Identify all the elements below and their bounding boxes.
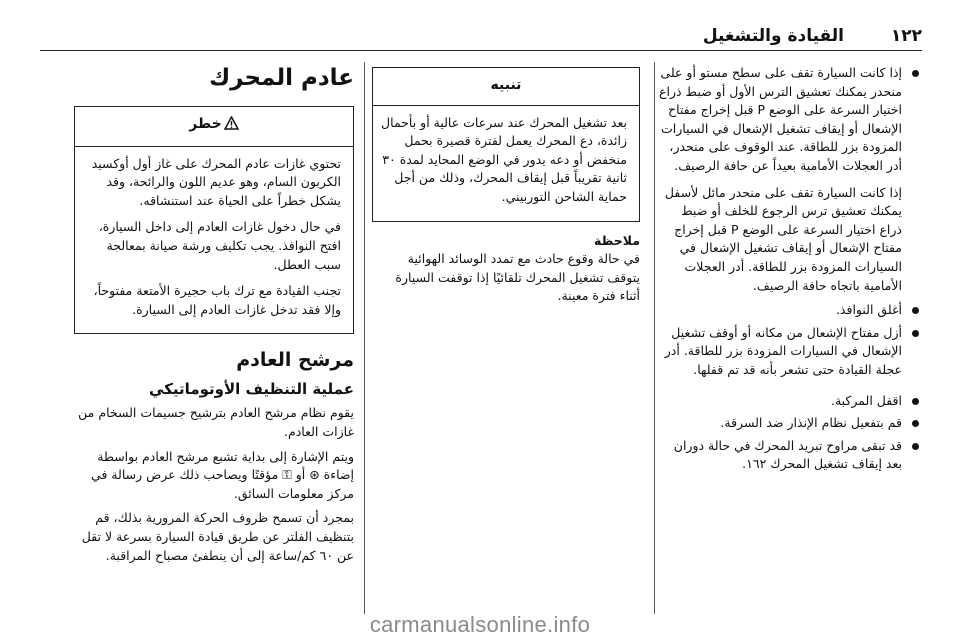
danger-box (74, 106, 354, 334)
list-item-text: أغلق النوافذ. (835, 302, 902, 318)
right-column (656, 64, 922, 478)
note-title: ملاحظة (594, 232, 640, 248)
body-paragraph: ويتم الإشارة إلى بداية تشبع مرشح العادم بواسطة إضاءة ⊛ أو ⚿ مؤقتًا ويصاحب ذلك عرض رسالة في مركز معلومات السائق. (90, 448, 354, 501)
list-item (656, 414, 922, 433)
body-paragraph: يقوم نظام مرشح العادم بترشيح جسيمات السخام من غازات العادم. (78, 405, 354, 439)
list-item-text: قد تبقى مراوح تبريد المحرك في حالة دوران بعد إيقاف تشغيل المحرك ١٦٢. (673, 437, 902, 472)
danger-text: تحتوي غازات عادم المحرك على غاز أول أوكسيد الكربون السام، وهو عديم اللون والرائحة، وقد يشكل خطراً على الحياة عند استنشاقه. (91, 155, 341, 208)
note-text: في حالة وقوع حادث مع تمدد الوسائد الهوائية يتوقف تشغيل المحرك تلقائيًا إذا توقفت السيارة أثناء فترة معينة. (395, 251, 640, 304)
watermark: carmanualsonline.info (369, 612, 591, 637)
parking-steps-list (656, 64, 922, 380)
list-item (656, 301, 922, 320)
caution-box (372, 67, 640, 222)
left-column (74, 64, 354, 571)
danger-header (75, 107, 353, 147)
warning-triangle-icon (224, 116, 239, 136)
danger-text: تجنب القيادة مع ترك باب حجيرة الأمتعة مفتوحاً، وإلا فقد تدخل غازات العادم إلى السيارة. (93, 283, 341, 317)
list-item-text: قم بتفعيل نظام الإنذار ضد السرقة. (720, 415, 902, 431)
danger-title: خطر (189, 116, 222, 132)
list-item (656, 324, 922, 380)
page-header (40, 26, 922, 48)
section-title: القيادة والتشغيل (702, 26, 844, 46)
list-item (656, 392, 922, 411)
caution-text: بعد تشغيل المحرك عند سرعات عالية أو بأحمال زائدة، دع المحرك يعمل لفترة قصيرة بحمل منخفض أو دعه يدور في الوضع المحايد لمدة ٣٠ ثانية تقريباً قبل إيقاف المحرك، وذلك من أجل حماية الشاحن التوربيني. (381, 114, 627, 204)
subsection-heading: عملية التنظيف الأوتوماتيكي (149, 380, 354, 399)
page-number: ١٢٢ (890, 26, 922, 46)
header-rule (40, 50, 922, 51)
parking-steps-list-2 (656, 392, 922, 474)
sub-paragraph: إذا كانت السيارة تقف على منحدر مائل لأسفل يمكنك تعشيق ترس الرجوع للخلف أو ضبط ذراع اختيار السرعة على الوضع P قبل إخراج مفتاح الإشعال أو إيقاف تشغيل الإشعال في السيارات المزودة بزر للطاقة. أدر العجلات الأمامية باتجاه حافة الرصيف. (664, 184, 902, 293)
list-item-text: اقفل المركبة. (830, 392, 902, 408)
middle-column (372, 64, 640, 312)
list-item-text: إذا كانت السيارة تقف على سطح مستو أو على منحدر يمكنك تعشيق الترس الأول أو ضبط ذراع اختيار السرعة على الوضع P قبل إخراج مفتاح الإشعال أو إيقاف تشغيل الإشعال في السيارات المزودة بزر للطاقة. عند الوقوف على منحدر، أدر العجلات الأمامية بعيداً عن حافة الرصيف. (659, 65, 902, 173)
page-title: عادم المحرك (209, 65, 354, 91)
section-heading: مرشح العادم (236, 349, 354, 372)
list-item (656, 437, 922, 474)
list-item (656, 64, 922, 295)
danger-text: في حال دخول غازات العادم إلى داخل السيارة، افتح النوافذ. يجب تكليف ورشة صيانة بمعالجة سبب العطل. (98, 219, 341, 272)
caution-title: تنبيه (373, 68, 639, 106)
list-item-text: أزل مفتاح الإشعال من مكانه أو أوقف تشغيل الإشعال في السيارات المزودة بزر للطاقة. أدر عجلة القيادة حتى تشعر بأنه قد تم قفلها. (664, 324, 902, 377)
column-divider-left (364, 62, 365, 614)
column-divider-right (654, 62, 655, 614)
body-paragraph: بمجرد أن تسمح ظروف الحركة المرورية بذلك، قم بتنظيف الفلتر عن طريق قيادة السيارة بسرعة لا تقل عن ٦٠ كم/ساعة إلى أن ينطفئ مصباح المراقبة. (81, 510, 354, 563)
